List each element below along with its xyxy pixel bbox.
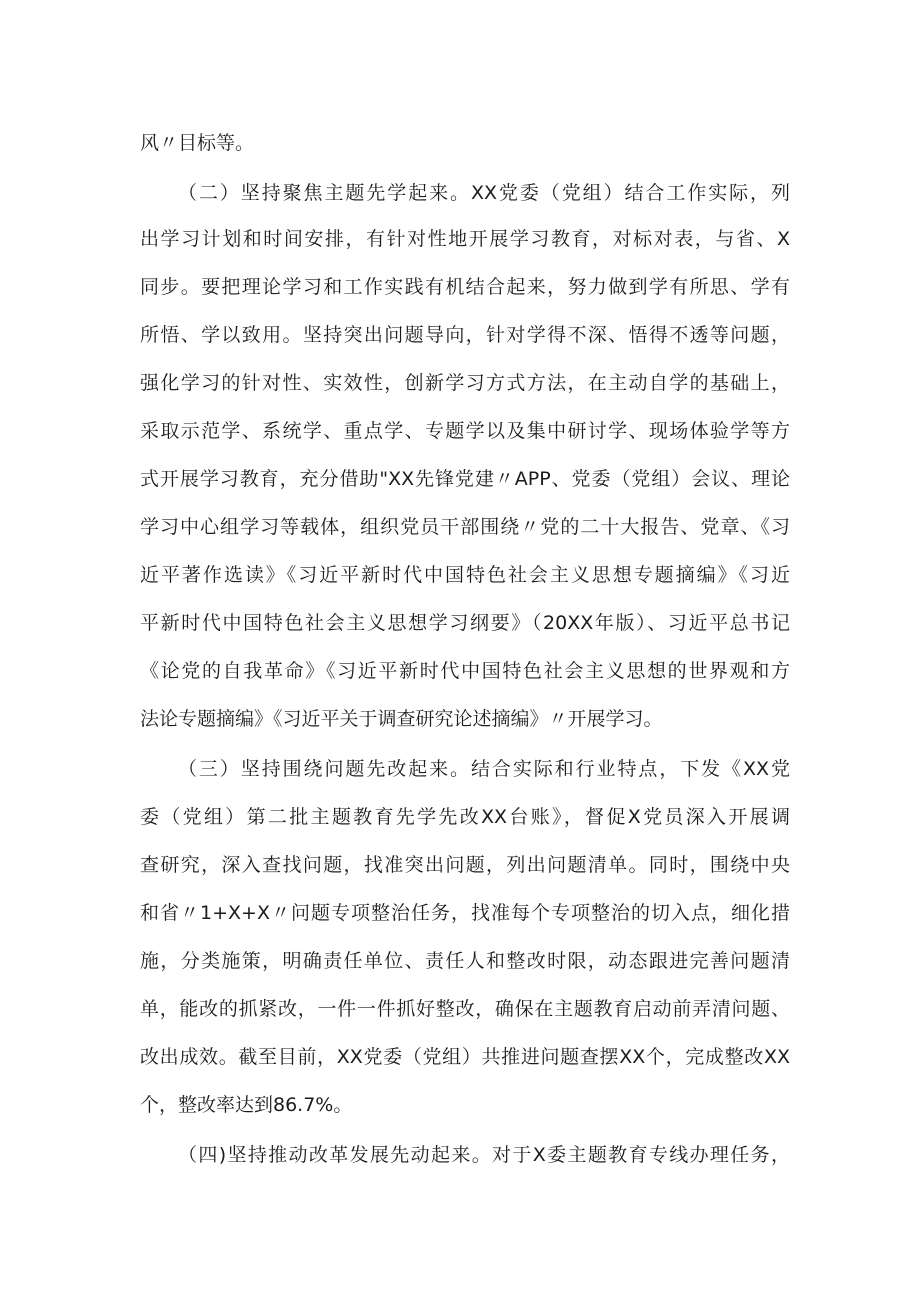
text-line: 个，整改率达到86.7%。 [140,1094,353,1116]
text-line: 学习中心组学习等载体，组织党员干部围绕〃党的二十大报告、党章、《习 [140,516,790,538]
text-line: 《论党的自我革命》《习近平新时代中国特色社会主义思想的世界观和方 [140,660,790,682]
text-line: 改出成效。截至目前，XX党委（党组）共推进问题查摆XX个，完成整改XX [140,1046,790,1068]
text-line: 委（党组）第二批主题教育先学先改XX台账》，督促X党员深入开展调 [140,806,790,828]
text-line: 施，分类施策，明确责任单位、责任人和整改时限，动态跟进完善问题清 [140,950,790,972]
text-line: 采取示范学、系统学、重点学、专题学以及集中研讨学、现场体验学等方 [140,420,790,442]
text-line: 风〃目标等。 [140,132,255,154]
text-line: 单，能改的抓紧改，一件一件抓好整改，确保在主题教育启动前弄清问题、 [140,998,790,1020]
text-line: 出学习计划和时间安排，有针对性地开展学习教育，对标对表，与省、X [140,228,790,250]
text-line: （三）坚持围绕问题先改起来。结合实际和行业特点，下发《XX党 [178,758,790,780]
text-line: 强化学习的针对性、实效性，创新学习方式方法，在主动自学的基础上， [140,372,790,394]
text-line: 和省〃1+X+X〃问题专项整治任务，找准每个专项整治的切入点，细化措 [140,902,790,924]
text-line: 查研究，深入查找问题，找准突出问题，列出问题清单。同时，围绕中央 [140,854,790,876]
text-line: （四)坚持推动改革发展先动起来。对于X委主题教育专线办理任务， [178,1144,790,1166]
text-line: 法论专题摘编》《习近平关于调查研究论述摘编》〃开展学习。 [140,708,663,730]
text-line: 同步。要把理论学习和工作实践有机结合起来，努力做到学有所思、学有 [140,276,790,298]
text-line: （二）坚持聚焦主题先学起来。XX党委（党组）结合工作实际，列 [178,182,790,204]
text-line: 所悟、学以致用。坚持突出问题导向，针对学得不深、悟得不透等问题， [140,324,790,346]
text-line: 式开展学习教育，充分借助"XX先锋党建〃APP、党委（党组）会议、理论 [140,468,790,490]
text-line: 近平著作选读》《习近平新时代中国特色社会主义思想专题摘编》《习近 [140,564,790,586]
text-line: 平新时代中国特色社会主义思想学习纲要》（20XX年版）、习近平总书记 [140,612,790,634]
